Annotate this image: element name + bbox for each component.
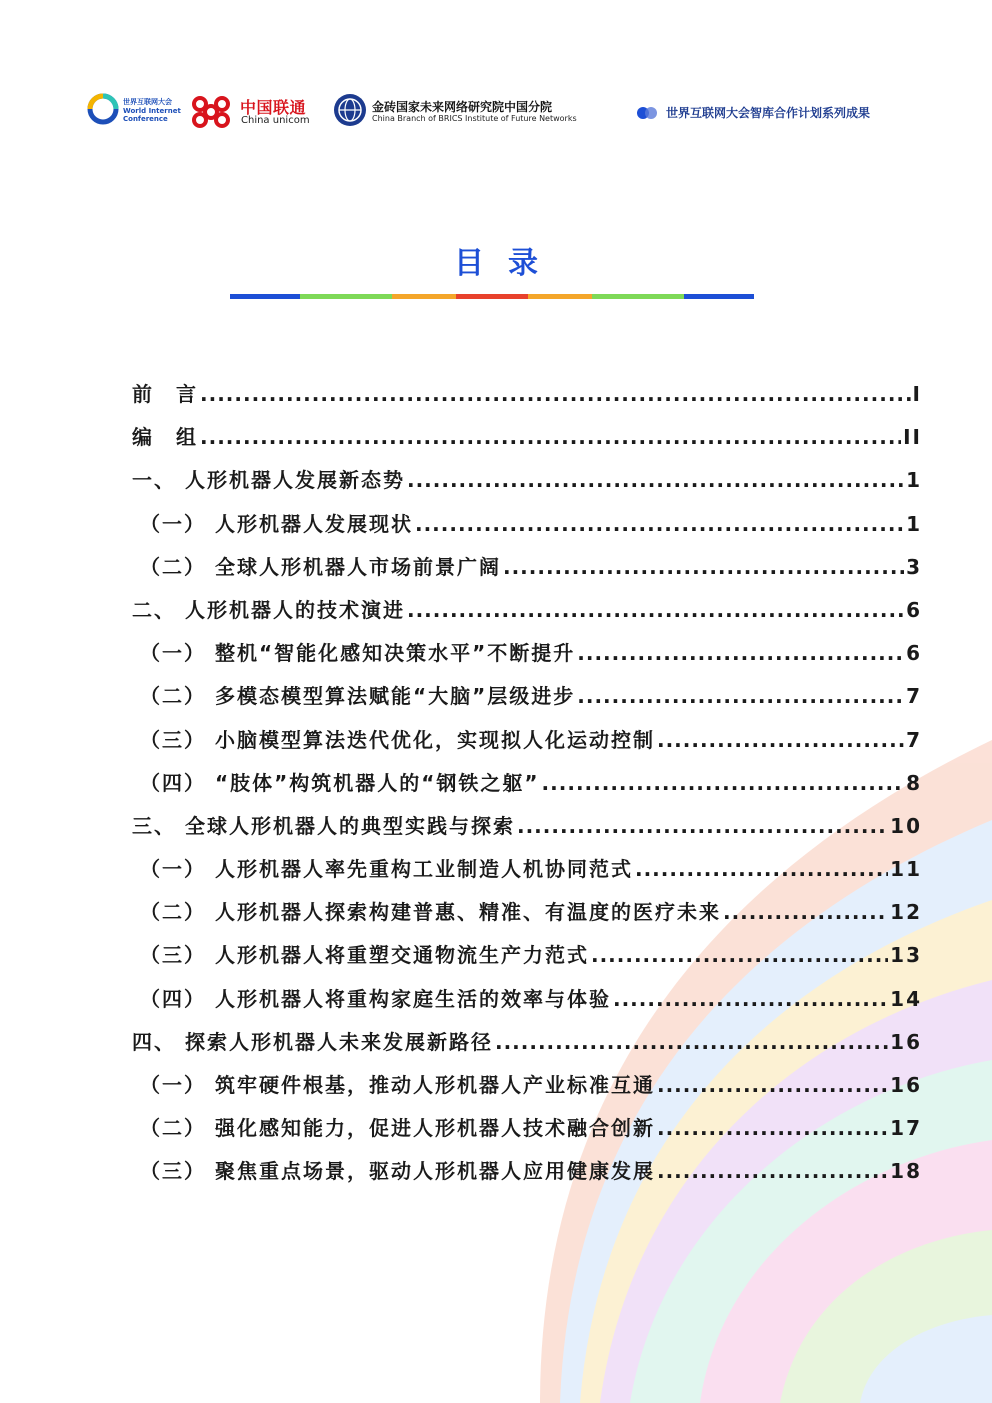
toc-entry-page: 10 <box>890 813 922 838</box>
brics-en-name: China Branch of BRICS Institute of Future Networks <box>372 114 577 123</box>
toc-entry-label: 二、 人形机器人的技术演进 <box>132 597 405 622</box>
toc-entry-label: 一、 人形机器人发展新态势 <box>132 468 405 493</box>
toc-entry-label: （三） 聚焦重点场景，驱动人形机器人应用健康发展 <box>140 1159 655 1184</box>
wic-logo-text: 世界互联网大会 World Internet Conference <box>123 98 181 123</box>
toc-entry[interactable] <box>132 853 922 896</box>
toc-entry-page: 1 <box>906 511 922 536</box>
toc-entry-label: （一） 筑牢硬件根基，推动人形机器人产业标准互通 <box>140 1073 655 1097</box>
toc-entry[interactable] <box>132 1112 922 1155</box>
toc-entry-page: 13 <box>890 943 922 968</box>
toc-leader-dots <box>657 1073 888 1097</box>
toc-entry-page: 17 <box>890 1116 922 1141</box>
toc-entry-label: 四、 探索人形机器人未来发展新路径 <box>132 1029 493 1054</box>
toc-entry-page: I <box>912 382 922 406</box>
title-bar-segment <box>528 294 592 299</box>
toc-entry[interactable] <box>132 983 922 1026</box>
toc-entry-label: （二） 强化感知能力，促进人形机器人技术融合创新 <box>140 1116 655 1141</box>
title-bar-segment <box>300 294 392 299</box>
toc-entry-page: 16 <box>890 1029 922 1054</box>
unicom-en-name: China unicom <box>241 115 310 126</box>
toc-entry[interactable] <box>132 939 922 982</box>
brics-institute-logo <box>332 92 632 132</box>
toc-entry[interactable] <box>132 378 922 421</box>
page-title: 目录 <box>454 246 562 281</box>
toc-leader-dots <box>657 1116 888 1140</box>
series-toggle-icon <box>636 106 658 120</box>
toc-entry-page: 11 <box>890 857 922 882</box>
toc-entry-label: （二） 人形机器人探索构建普惠、精准、有温度的医疗未来 <box>140 900 721 925</box>
toc-entry[interactable] <box>132 464 922 507</box>
title-bar-segment <box>230 294 300 299</box>
brics-globe-icon <box>332 92 368 128</box>
china-unicom-logo <box>188 92 318 132</box>
toc-leader-dots <box>657 728 904 752</box>
toc-entry[interactable] <box>132 1069 922 1112</box>
title-bar-segment <box>684 294 754 299</box>
toc-leader-dots <box>200 425 901 449</box>
toc-entry-label: （一） 人形机器人发展现状 <box>140 511 413 536</box>
toc-leader-dots <box>495 1030 888 1054</box>
toc-leader-dots <box>613 987 888 1011</box>
toc-leader-dots <box>657 1159 888 1183</box>
toc-entry-page: 1 <box>906 468 922 493</box>
title-bar-segment <box>592 294 684 299</box>
toc-leader-dots <box>635 857 888 881</box>
unicom-cn-name: 中国联通 <box>240 98 307 117</box>
table-of-contents <box>132 378 922 1199</box>
toc-entry[interactable] <box>132 1026 922 1069</box>
title-bar-segment <box>456 294 528 299</box>
toc-entry-page: 8 <box>906 770 922 795</box>
toc-entry-label: （四） “肢体”构筑机器人的“钢铁之躯” <box>140 770 540 795</box>
toc-entry[interactable] <box>132 637 922 680</box>
toc-entry-label: 三、 全球人形机器人的典型实践与探索 <box>132 813 515 838</box>
toc-entry-label: （一） 整机“智能化感知决策水平”不断提升 <box>140 641 576 666</box>
toc-entry-page: 7 <box>906 684 922 709</box>
toc-entry[interactable] <box>132 551 922 594</box>
title-underline-bar <box>230 294 754 299</box>
toc-entry-label: （二） 全球人形机器人市场前景广阔 <box>140 554 501 579</box>
toc-leader-dots <box>517 814 888 838</box>
toc-leader-dots <box>407 468 904 492</box>
toc-entry[interactable] <box>132 767 922 810</box>
toc-leader-dots <box>407 598 904 622</box>
toc-entry[interactable] <box>132 724 922 767</box>
title-bar-segment <box>392 294 456 299</box>
world-internet-conference-logo <box>86 92 186 132</box>
toc-entry-label: （三） 人形机器人将重塑交通物流生产力范式 <box>140 943 589 968</box>
toc-entry-page: 7 <box>906 727 922 752</box>
toc-leader-dots <box>542 771 905 795</box>
toc-entry[interactable] <box>132 896 922 939</box>
toc-entry[interactable] <box>132 508 922 551</box>
toc-entry-page: 14 <box>890 986 922 1011</box>
wic-emblem-icon <box>86 92 120 126</box>
toc-entry-page: 3 <box>906 554 922 579</box>
toc-leader-dots <box>591 943 888 967</box>
toc-entry[interactable] <box>132 810 922 853</box>
toc-entry-page: II <box>903 425 922 450</box>
toc-entry-label: （三） 小脑模型算法迭代优化，实现拟人化运动控制 <box>140 727 655 752</box>
series-text: 世界互联网大会智库合作计划系列成果 <box>666 106 871 120</box>
toc-entry-page: 6 <box>906 597 922 622</box>
toc-entry[interactable] <box>132 594 922 637</box>
toc-entry[interactable] <box>132 680 922 723</box>
toc-entry-label: （四） 人形机器人将重构家庭生活的效率与体验 <box>140 986 611 1011</box>
toc-entry-label: （二） 多模态模型算法赋能“大脑”层级进步 <box>140 684 576 709</box>
unicom-knot-icon <box>188 94 234 130</box>
toc-leader-dots <box>577 641 904 665</box>
brics-cn-name: 金砖国家未来网络研究院中国分院 <box>372 100 553 114</box>
toc-leader-dots <box>200 382 911 406</box>
toc-entry-label: 编 组 <box>132 425 198 450</box>
toc-leader-dots <box>577 684 904 708</box>
toc-entry-page: 6 <box>906 641 922 666</box>
toc-entry-label: （一） 人形机器人率先重构工业制造人机协同范式 <box>140 857 633 882</box>
toc-leader-dots <box>503 555 904 579</box>
toc-entry-page: 18 <box>890 1159 922 1184</box>
toc-entry[interactable] <box>132 421 922 464</box>
toc-entry-page: 12 <box>890 900 922 925</box>
toc-entry-label: 前 言 <box>132 382 198 406</box>
toc-leader-dots <box>415 512 904 536</box>
toc-leader-dots <box>723 900 888 924</box>
toc-entry-page: 16 <box>890 1073 922 1097</box>
page-header <box>0 0 992 150</box>
toc-entry[interactable] <box>132 1155 922 1198</box>
